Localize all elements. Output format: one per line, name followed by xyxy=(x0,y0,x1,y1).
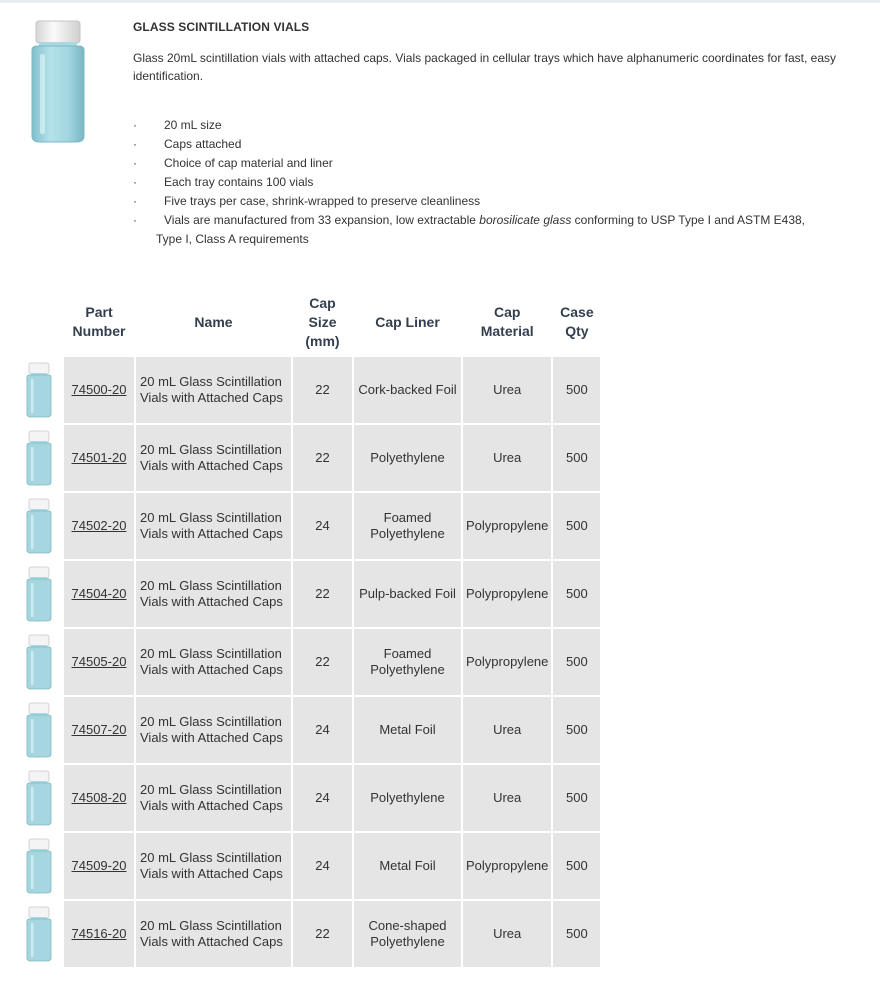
header-cap-material: Cap Material xyxy=(463,289,551,355)
cap-liner-cell: Cork-backed Foil xyxy=(354,357,461,423)
cap-size-cell: 24 xyxy=(293,833,352,899)
name-cell: 20 mL Glass Scintillation Vials with Attached Caps xyxy=(136,901,291,967)
bullet-icon: · xyxy=(133,194,137,208)
name-cell: 20 mL Glass Scintillation Vials with Attached Caps xyxy=(136,493,291,559)
cap-material-cell: Polypropylene xyxy=(463,493,551,559)
header-case-qty: Case Qty xyxy=(553,289,600,355)
cap-material-cell: Urea xyxy=(463,357,551,423)
bullet-icon: · xyxy=(133,175,137,189)
product-table xyxy=(14,287,602,969)
cap-liner-cell: Polyethylene xyxy=(354,765,461,831)
cap-liner-cell: Foamed Polyethylene xyxy=(354,493,461,559)
table-row xyxy=(16,765,600,831)
cap-size-cell: 22 xyxy=(293,901,352,967)
part-number-link[interactable]: 74507-20 xyxy=(71,722,127,737)
cap-material-cell: Polypropylene xyxy=(463,561,551,627)
case-qty-cell: 500 xyxy=(553,425,600,491)
part-number-link[interactable]: 74502-20 xyxy=(71,518,127,533)
part-number-link[interactable]: 74516-20 xyxy=(71,926,127,941)
bullet-icon: · xyxy=(133,118,137,132)
case-qty-cell: 500 xyxy=(553,697,600,763)
vial-thumbnail-cell[interactable] xyxy=(16,697,62,763)
vial-thumbnail[interactable] xyxy=(26,430,52,486)
vial-thumbnail[interactable] xyxy=(26,906,52,962)
name-cell: 20 mL Glass Scintillation Vials with Attached Caps xyxy=(136,765,291,831)
cap-size-cell: 22 xyxy=(293,425,352,491)
cap-size-cell: 22 xyxy=(293,561,352,627)
name-cell: 20 mL Glass Scintillation Vials with Attached Caps xyxy=(136,357,291,423)
vial-image xyxy=(30,20,86,144)
header-cap-liner: Cap Liner xyxy=(354,289,461,355)
vial-thumbnail[interactable] xyxy=(26,566,52,622)
cap-material-cell: Urea xyxy=(463,901,551,967)
vial-thumbnail-cell[interactable] xyxy=(16,493,62,559)
part-number-link[interactable]: 74509-20 xyxy=(71,858,127,873)
vial-thumbnail[interactable] xyxy=(26,702,52,758)
feature-item: · Five trays per case, shrink-wrapped to preserve cleanliness xyxy=(133,192,853,211)
table-row xyxy=(16,697,600,763)
part-number-cell xyxy=(64,629,134,695)
cap-size-cell: 24 xyxy=(293,697,352,763)
cap-liner-cell: Foamed Polyethylene xyxy=(354,629,461,695)
vial-thumbnail-cell[interactable] xyxy=(16,833,62,899)
top-divider xyxy=(0,0,880,3)
table-header-row xyxy=(16,289,600,355)
case-qty-cell: 500 xyxy=(553,629,600,695)
part-number-link[interactable]: 74500-20 xyxy=(71,382,127,397)
part-number-link[interactable]: 74501-20 xyxy=(71,450,127,465)
cap-material-cell: Polypropylene xyxy=(463,629,551,695)
header-part-number: Part Number xyxy=(64,289,134,355)
cap-size-cell: 22 xyxy=(293,629,352,695)
cap-size-cell: 24 xyxy=(293,493,352,559)
feature-list xyxy=(133,116,853,249)
case-qty-cell: 500 xyxy=(553,357,600,423)
name-cell: 20 mL Glass Scintillation Vials with Attached Caps xyxy=(136,697,291,763)
vial-thumbnail[interactable] xyxy=(26,770,52,826)
name-cell: 20 mL Glass Scintillation Vials with Attached Caps xyxy=(136,833,291,899)
bullet-icon: · xyxy=(133,137,137,151)
table-row xyxy=(16,493,600,559)
cap-size-cell: 22 xyxy=(293,357,352,423)
table-row xyxy=(16,833,600,899)
bullet-icon: · xyxy=(133,213,137,227)
bullet-icon: · xyxy=(133,156,137,170)
table-row xyxy=(16,425,600,491)
case-qty-cell: 500 xyxy=(553,833,600,899)
name-cell: 20 mL Glass Scintillation Vials with Attached Caps xyxy=(136,425,291,491)
part-number-cell xyxy=(64,765,134,831)
case-qty-cell: 500 xyxy=(553,561,600,627)
vial-thumbnail[interactable] xyxy=(26,362,52,418)
feature-item: · Caps attached xyxy=(133,135,853,154)
feature-item: · 20 mL size xyxy=(133,116,853,135)
part-number-cell xyxy=(64,697,134,763)
product-title: GLASS SCINTILLATION VIALS xyxy=(133,20,310,34)
vial-thumbnail[interactable] xyxy=(26,634,52,690)
part-number-cell xyxy=(64,901,134,967)
cap-liner-cell: Cone-shaped Polyethylene xyxy=(354,901,461,967)
glass-type: borosilicate glass xyxy=(479,213,572,227)
vial-thumbnail-cell[interactable] xyxy=(16,561,62,627)
name-cell: 20 mL Glass Scintillation Vials with Attached Caps xyxy=(136,561,291,627)
case-qty-cell: 500 xyxy=(553,765,600,831)
part-number-cell xyxy=(64,357,134,423)
header-cap-size: Cap Size (mm) xyxy=(293,289,352,355)
feature-item: · Each tray contains 100 vials xyxy=(133,173,853,192)
part-number-link[interactable]: 74504-20 xyxy=(71,586,127,601)
part-number-cell xyxy=(64,493,134,559)
vial-thumbnail-cell[interactable] xyxy=(16,629,62,695)
table-row xyxy=(16,561,600,627)
vial-thumbnail-cell[interactable] xyxy=(16,901,62,967)
table-row xyxy=(16,357,600,423)
cap-size-cell: 24 xyxy=(293,765,352,831)
part-number-cell xyxy=(64,561,134,627)
table-row xyxy=(16,629,600,695)
case-qty-cell: 500 xyxy=(553,901,600,967)
cap-material-cell: Urea xyxy=(463,765,551,831)
cap-liner-cell: Metal Foil xyxy=(354,833,461,899)
cap-material-cell: Urea xyxy=(463,425,551,491)
cap-liner-cell: Metal Foil xyxy=(354,697,461,763)
feature-item: · Vials are manufactured from 33 expansion, low extractable borosilicate glass conforming to USP Type I and ASTM E438, Type I, Class A requirements xyxy=(133,213,806,246)
cap-material-cell: Urea xyxy=(463,697,551,763)
vial-thumbnail-cell[interactable] xyxy=(16,765,62,831)
vial-thumbnail[interactable] xyxy=(26,498,52,554)
cap-liner-cell: Polyethylene xyxy=(354,425,461,491)
header-name: Name xyxy=(136,289,291,355)
part-number-link[interactable]: 74508-20 xyxy=(71,790,127,805)
feature-item: · Choice of cap material and liner xyxy=(133,154,853,173)
product-description: Glass 20mL scintillation vials with attached caps. Vials packaged in cellular trays which have alphanumeric coordinates for fast, easy identification. xyxy=(133,51,837,83)
name-cell: 20 mL Glass Scintillation Vials with Attached Caps xyxy=(136,629,291,695)
part-number-cell xyxy=(64,425,134,491)
vial-thumbnail[interactable] xyxy=(26,838,52,894)
cap-material-cell: Polypropylene xyxy=(463,833,551,899)
vial-thumbnail-cell[interactable] xyxy=(16,425,62,491)
vial-thumbnail-cell[interactable] xyxy=(16,357,62,423)
header-image xyxy=(16,289,62,355)
part-number-link[interactable]: 74505-20 xyxy=(71,654,127,669)
cap-liner-cell: Pulp-backed Foil xyxy=(354,561,461,627)
case-qty-cell: 500 xyxy=(553,493,600,559)
part-number-cell xyxy=(64,833,134,899)
table-row xyxy=(16,901,600,967)
